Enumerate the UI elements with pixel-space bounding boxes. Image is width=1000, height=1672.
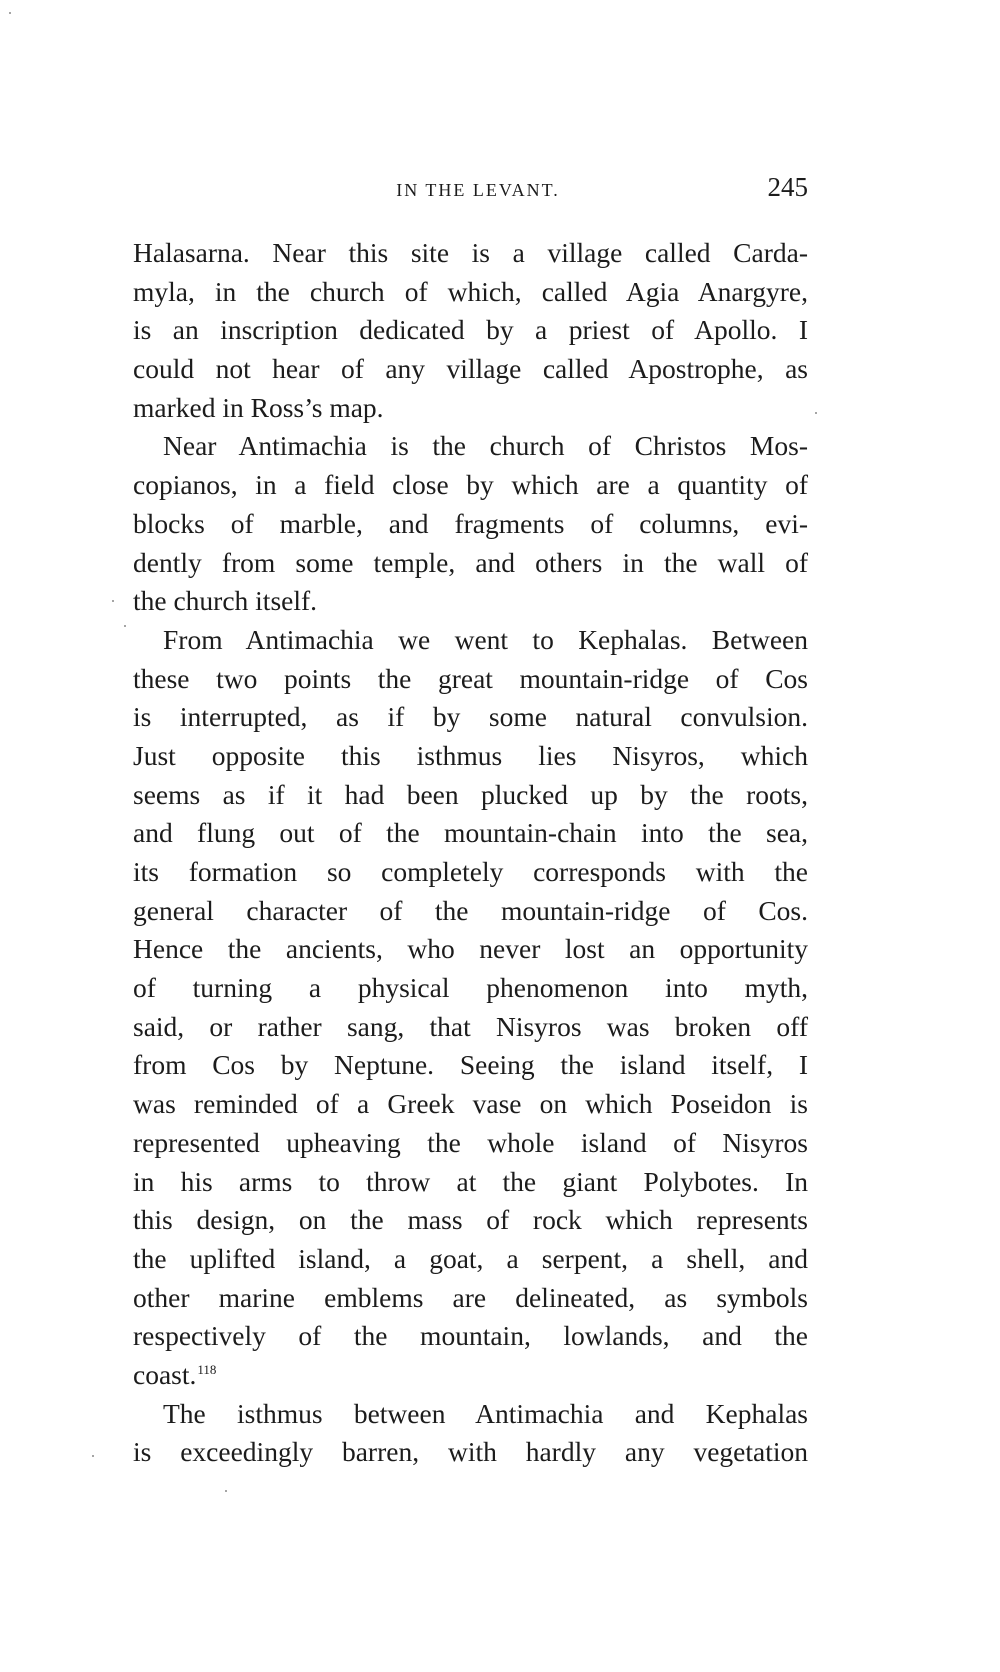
paper-speck [9, 12, 11, 14]
footnote-reference: 118 [197, 1361, 217, 1377]
text-line: from Cos by Neptune. Seeing the island itself, I [133, 1049, 808, 1081]
text-line: of turning a physical phenomenon into myth, [133, 972, 808, 1004]
text-line: these two points the great mountain-ridge of Cos [133, 662, 808, 694]
text-line: Just opposite this isthmus lies Nisyros, which [133, 739, 808, 771]
text-line: and flung out of the mountain-chain into the sea, [133, 817, 808, 849]
text-line: said, or rather sang, that Nisyros was broken off [133, 1010, 808, 1042]
running-header [133, 172, 823, 208]
paper-speck [124, 625, 126, 627]
text-line: the church itself. [133, 585, 318, 617]
text-line: other marine emblems are delineated, as symbols [133, 1281, 808, 1313]
text-line: dently from some temple, and others in the wall of [133, 546, 808, 578]
text-line: represented upheaving the whole island of Nisyros [133, 1126, 808, 1158]
text-line: From Antimachia we went to Kephalas. Between [163, 623, 808, 655]
text-line: myla, in the church of which, called Agia Anargyre, [133, 275, 808, 307]
text-line: its formation so completely corresponds with the [133, 856, 808, 887]
text-line: Hence the ancients, who never lost an opportunity [133, 933, 808, 965]
text-line: was reminded of a Greek vase on which Poseidon is [133, 1088, 808, 1120]
text-line: Halasarna. Near this site is a village called Carda- [133, 237, 808, 268]
paper-speck [92, 1455, 94, 1457]
text-line: could not hear of any village called Apostrophe, as [133, 353, 808, 385]
text-line: in his arms to throw at the giant Polybotes. In [133, 1165, 808, 1197]
text-line: The isthmus between Antimachia and Kephalas [163, 1397, 808, 1429]
text-line: respectively of the mountain, lowlands, and the [133, 1320, 808, 1352]
text-line: is interrupted, as if by some natural convulsion. [133, 701, 808, 733]
paper-speck [225, 1490, 227, 1492]
text-line-content: coast. [133, 1358, 197, 1390]
text-line: is an inscription dedicated by a priest of Apollo. I [133, 314, 808, 346]
page-number: 245 [767, 172, 808, 202]
paper-speck [112, 600, 114, 602]
text-line: this design, on the mass of rock which represents [133, 1204, 808, 1236]
text-line: general character of the mountain-ridge of Cos. [133, 894, 808, 926]
text-line: the uplifted island, a goat, a serpent, a shell, and [133, 1242, 808, 1274]
body-text [133, 234, 808, 1472]
text-line: Near Antimachia is the church of Christos Mos- [163, 430, 808, 462]
running-title: IN THE LEVANT. [396, 180, 560, 200]
text-line-with-footnote [133, 1356, 808, 1395]
text-line: blocks of marble, and fragments of columns, evi- [133, 507, 808, 539]
text-line: marked in Ross’s map. [133, 391, 384, 423]
text-line: copianos, in a field close by which are a quantity of [133, 469, 808, 501]
paper-speck [815, 412, 817, 414]
text-line: seems as if it had been plucked up by the roots, [133, 778, 808, 810]
text-line: is exceedingly barren, with hardly any vegetation [133, 1436, 808, 1468]
